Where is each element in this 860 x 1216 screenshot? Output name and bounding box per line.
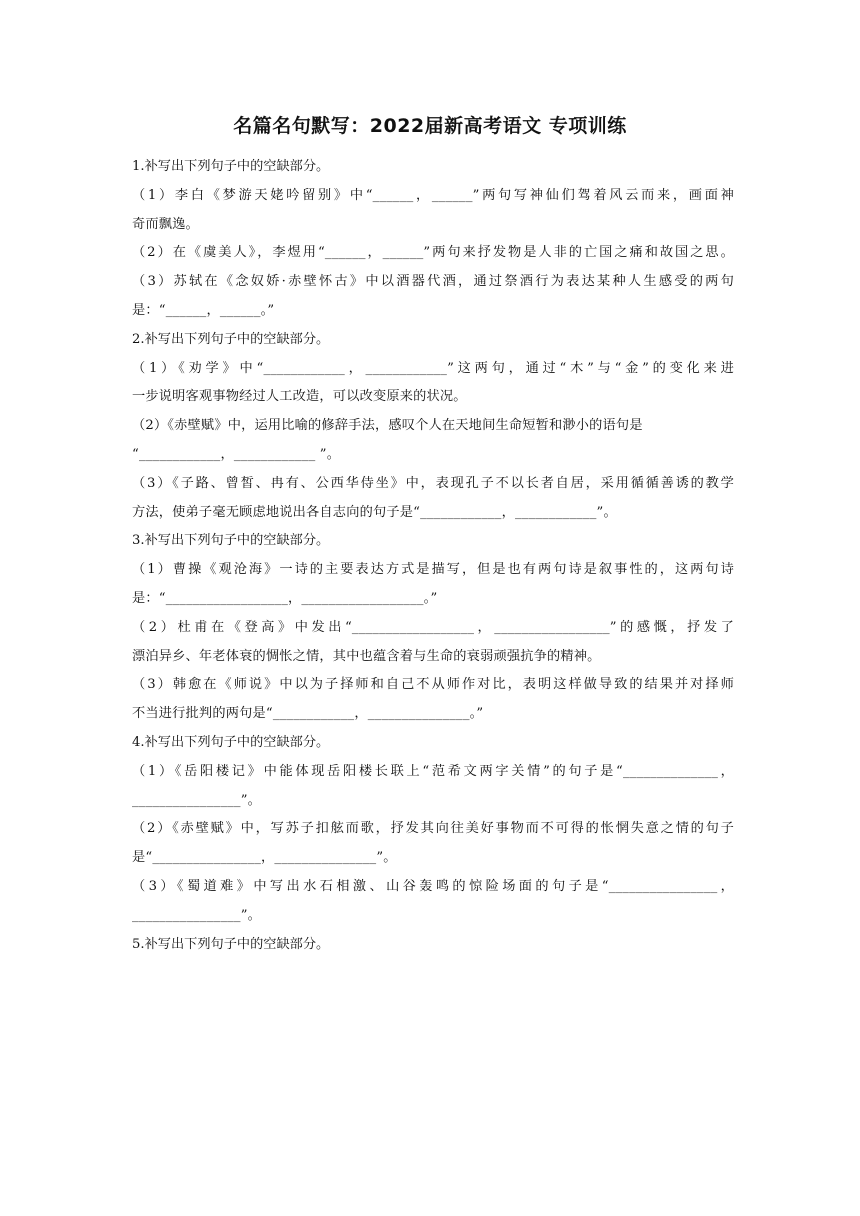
question-1-3-line-1: （3）苏轼在《念奴娇·赤壁怀古》中以酒器代酒，通过祭酒行为表达某种人生感受的两句 xyxy=(132,274,734,290)
question-4-3-line-1: （3）《蜀道难》中写出水石相激、山谷轰鸣的惊险场面的句子是“________________， xyxy=(132,878,734,894)
question-2-1-line-1: （1）《劝学》中“____________，____________”这两句，通过“木”与“金”的变化来进 xyxy=(132,360,734,376)
question-1-1-line-2: 奇而飘逸。 xyxy=(132,216,199,232)
question-4-heading: 4.补写出下列句子中的空缺部分。 xyxy=(132,734,330,750)
question-2-3-line-2: 方法，使弟子毫无顾虑地说出各自志向的句子是“____________，____________”。 xyxy=(132,504,617,520)
question-4-2-line-1: （2）《赤壁赋》中，写苏子扣舷而歌，抒发其向往美好事物而不可得的怅惘失意之情的句子 xyxy=(132,821,734,837)
question-2-2-line-1: （2）《赤壁赋》中，运用比喻的修辞手法，感叹个人在天地间生命短暂和渺小的语句是 xyxy=(132,418,643,434)
question-3-2-line-2: 漂泊异乡、年老体衰的惆怅之情，其中也蕴含着与生命的衰弱顽强抗争的精神。 xyxy=(132,648,601,664)
question-4-3-line-2: ________________”。 xyxy=(132,907,262,923)
question-3-2-line-1: （2）杜甫在《登高》中发出“__________________，_________________”的感慨，抒发了 xyxy=(132,619,734,635)
question-4-1-line-1: （1）《岳阳楼记》中能体现岳阳楼长联上“范希文两字关情”的句子是“______________， xyxy=(132,763,734,779)
question-1-heading: 1.补写出下列句子中的空缺部分。 xyxy=(132,159,330,174)
question-4-1-line-2: ________________”。 xyxy=(132,792,262,808)
question-4-2-line-2: 是“________________，_______________”。 xyxy=(132,850,397,866)
question-3-1-line-2: 是：“__________________，__________________。” xyxy=(132,590,438,606)
question-1-3-line-2: 是：“______，______。” xyxy=(132,302,275,318)
page-title: 名篇名句默写：2022届新高考语文 专项训练 xyxy=(233,115,627,137)
question-3-3-line-2: 不当进行批判的两句是“____________，_______________。” xyxy=(132,706,484,722)
question-2-1-line-2: 一步说明客观事物经过人工改造，可以改变原来的状况。 xyxy=(132,389,467,405)
question-5-heading: 5.补写出下列句子中的空缺部分。 xyxy=(132,936,330,952)
question-3-1-line-1: （1）曹操《观沧海》一诗的主要表达方式是描写，但是也有两句诗是叙事性的，这两句诗 xyxy=(132,562,734,578)
question-3-3-line-1: （3）韩愈在《师说》中以为子择师和自己不从师作对比，表明这样做导致的结果并对择师 xyxy=(132,677,734,693)
question-3-heading: 3.补写出下列句子中的空缺部分。 xyxy=(132,533,330,549)
question-2-heading: 2.补写出下列句子中的空缺部分。 xyxy=(132,331,330,347)
question-2-3-line-1: （3）《子路、曾皙、冉有、公西华侍坐》中，表现孔子不以长者自居，采用循循善诱的教学 xyxy=(132,475,734,491)
question-2-2-line-2: “____________，____________ ”。 xyxy=(132,446,341,462)
question-body xyxy=(132,153,734,959)
question-1-2-line-1: （2）在《虞美人》，李煜用“______，______”两句来抒发物是人非的亡国之痛和故国之思。 xyxy=(132,245,734,261)
question-1-1-line-1: （1）李白《梦游天姥吟留别》中“______，______”两句写神仙们驾着风云而来，画面神 xyxy=(132,187,734,203)
